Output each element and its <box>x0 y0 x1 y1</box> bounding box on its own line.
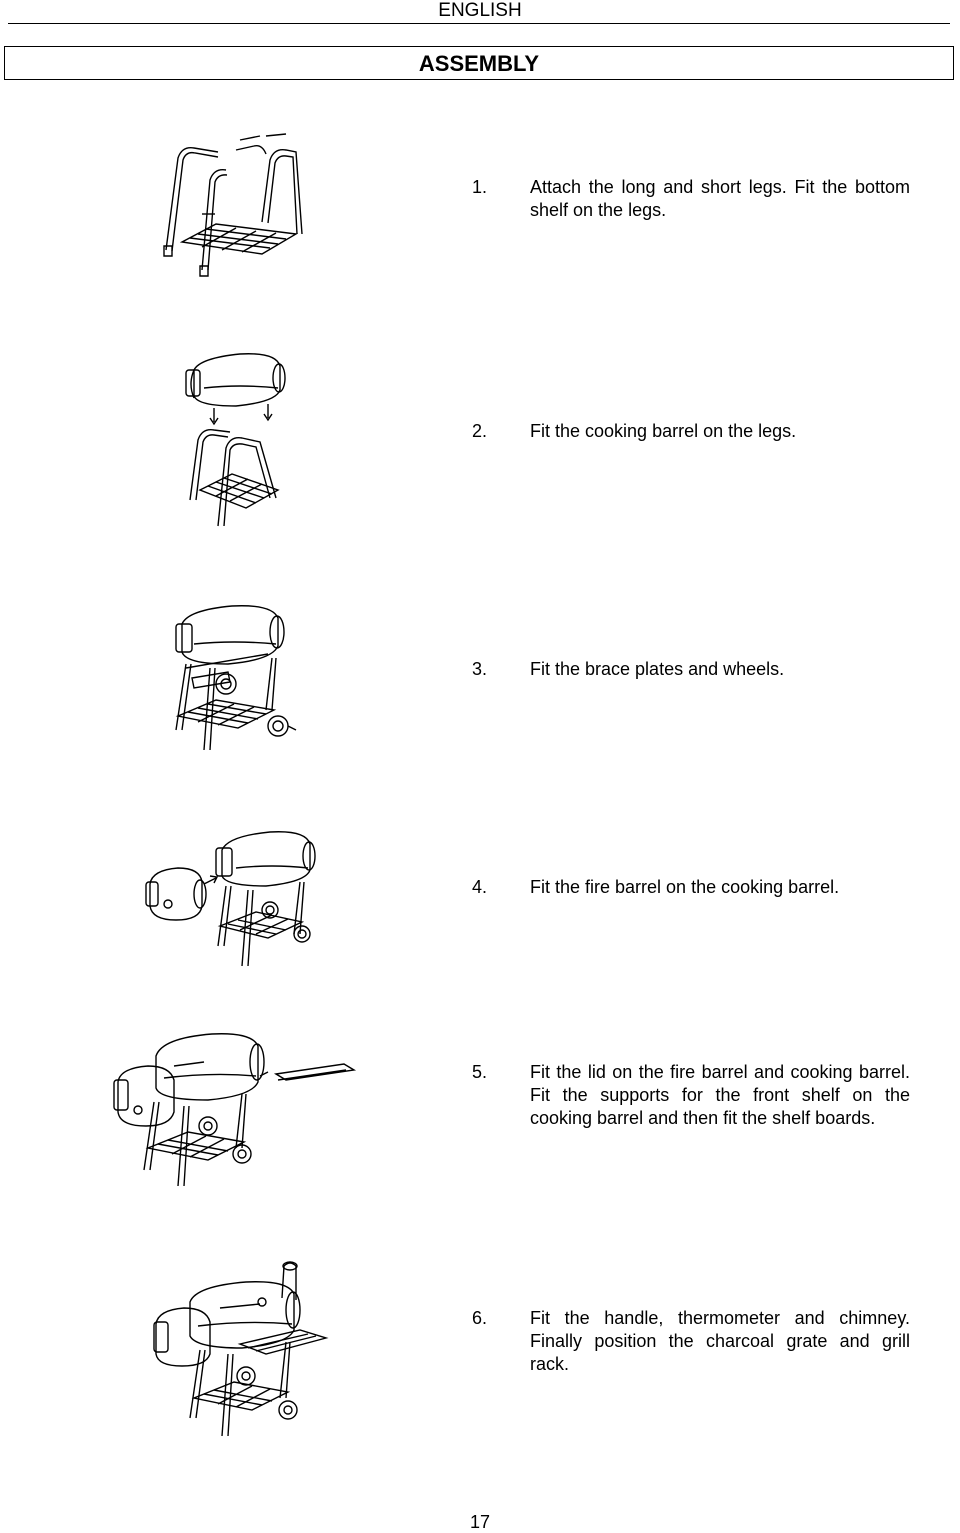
step-number: 5. <box>472 1062 488 1082</box>
step-text: Fit the cooking barrel on the legs. <box>530 421 797 441</box>
lid-and-shelf-illustration <box>108 1030 358 1190</box>
legs-and-shelf-illustration <box>158 130 308 280</box>
step-text: Attach the long and short legs. Fit the bottom shelf on the legs. <box>530 177 910 220</box>
brace-plates-wheels-illustration <box>168 598 303 758</box>
step-number: 2. <box>472 421 488 441</box>
complete-grill-illustration <box>150 1258 340 1438</box>
step-number: 1. <box>472 177 488 197</box>
language-label: ENGLISH <box>438 0 522 21</box>
cooking-barrel-on-legs-illustration <box>180 348 300 533</box>
step-number: 6. <box>472 1308 488 1328</box>
step-text: Fit the lid on the fire barrel and cooking barrel. Fit the supports for the front shelf on the cooking barrel and then fit the shelf boards. <box>530 1062 910 1128</box>
fire-barrel-illustration <box>140 826 320 971</box>
page-number: 17 <box>469 1512 491 1532</box>
step-text: Fit the handle, thermometer and chimney. Finally position the charcoal grate and grill rack. <box>530 1308 910 1374</box>
header-divider <box>8 23 950 24</box>
step-number: 4. <box>472 877 488 897</box>
step-text: Fit the fire barrel on the cooking barrel. <box>530 877 840 897</box>
step-text: Fit the brace plates and wheels. <box>530 659 785 679</box>
section-title: ASSEMBLY <box>4 46 954 80</box>
step-number: 3. <box>472 659 488 679</box>
